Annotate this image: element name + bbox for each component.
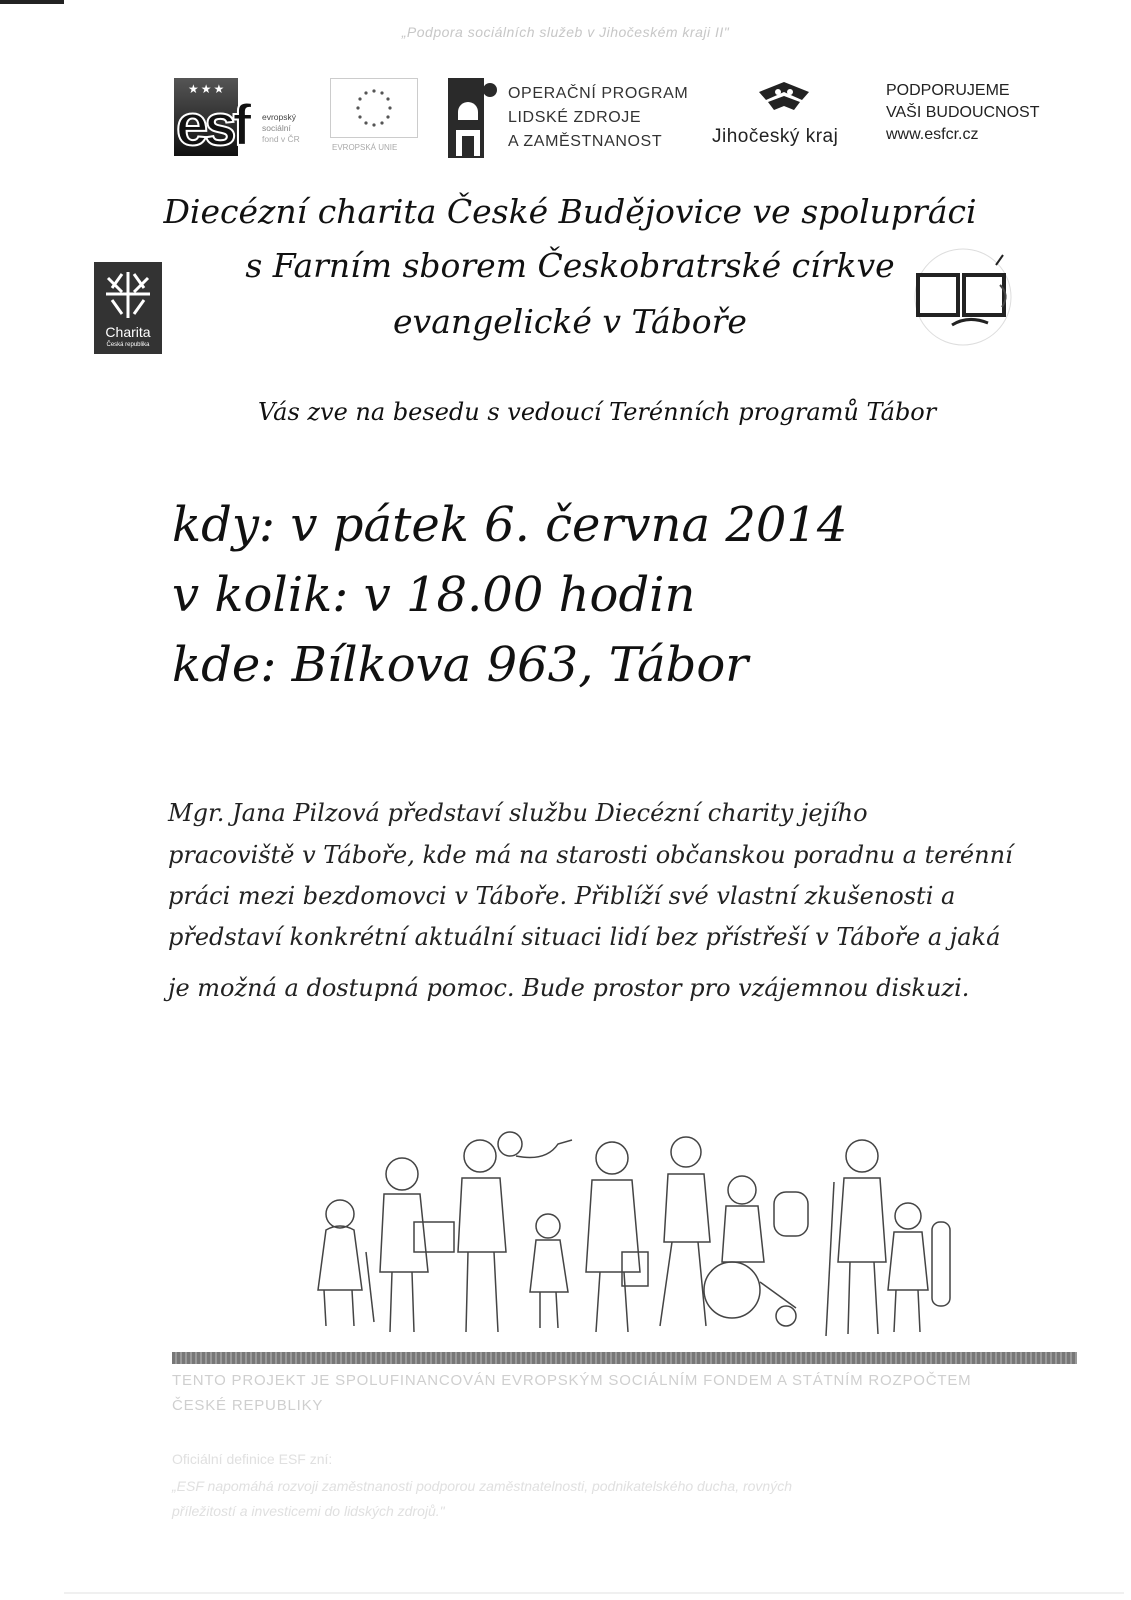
description-line-1: Mgr. Jana Pilzová představí službu Diecézní charity jejího [168, 799, 868, 827]
scan-edge-mark [0, 0, 64, 4]
detail-where: kde: Bílkova 963, Tábor [172, 637, 749, 693]
op-text-2: LIDSKÉ ZDROJE [508, 109, 642, 126]
detail-when: kdy: v pátek 6. června 2014 [172, 497, 848, 553]
invite-text: Vás zve na besedu s vedoucí Terénních programů Tábor [258, 398, 937, 426]
eu-logo [330, 78, 422, 160]
esf-text-3: fond v ČR [262, 134, 300, 144]
kraj-name: Jihočeský kraj [712, 126, 839, 147]
description-line-5: je možná a dostupná pomoc. Bude prostor pro vzájemnou diskuzi. [168, 974, 970, 1002]
esf-text-2: sociální [262, 123, 291, 133]
footer-definition-label: Oficiální definice ESF zní: [172, 1451, 333, 1467]
kraj-emblem-icon [754, 78, 814, 118]
footer-line-1: TENTO PROJEKT JE SPOLUFINANCOVÁN EVROPSKÝM SOCIÁLNÍM FONDEM A STÁTNÍM ROZPOČTEM [172, 1372, 972, 1389]
bottom-edge [64, 1592, 1124, 1594]
esf-logo [174, 78, 324, 160]
esf-text-1: evropský [262, 112, 297, 122]
description-line-4: představí konkrétní aktuální situaci lidí bez přístřeší v Táboře a jaká [168, 923, 1001, 951]
podporujeme-block [886, 80, 1086, 146]
footer-line-2: ČESKÉ REPUBLIKY [172, 1397, 324, 1414]
heading-line-1: Diecézní charita České Budějovice ve spolupráci [163, 192, 977, 231]
description-line-3: práci mezi bezdomovci v Táboře. Přiblíží své vlastní zkušenosti a [168, 882, 956, 910]
op-people-icon [448, 78, 500, 158]
people-group-icon [296, 1122, 956, 1342]
heading-line-3: evangelické v Táboře [393, 302, 747, 341]
podporujeme-url: www.esfcr.cz [886, 126, 979, 143]
footer-definition-2: příležitostí a investicemi do lidských zdrojů." [172, 1503, 445, 1519]
op-text-3: A ZAMĚSTNANOST [508, 133, 663, 150]
eu-flag [330, 78, 418, 138]
project-note: „Podpora sociálních služeb v Jihočeském kraji II" [401, 24, 730, 40]
podporujeme-line-2: VAŠI BUDOUCNOST [886, 104, 1040, 121]
eu-caption: EVROPSKÁ UNIE [332, 143, 398, 152]
esf-stars-icon: ★★★ [188, 82, 227, 96]
eu-stars-icon [331, 79, 417, 137]
description-line-2: pracoviště v Táboře, kde má na starosti občanskou poradnu a terénní [168, 841, 1013, 869]
heading-line-2: s Farním sborem Českobratrské církve [245, 246, 895, 285]
footer-divider [172, 1352, 1077, 1364]
podporujeme-line-1: PODPORUJEME [886, 82, 1010, 99]
op-logo [448, 78, 708, 160]
esf-mark: esf [176, 93, 248, 158]
charita-label: Charita [105, 324, 151, 340]
detail-time: v kolik: v 18.00 hodin [172, 567, 696, 623]
footer-definition-1: „ESF napomáhá rozvoji zaměstnanosti podporou zaměstnatelnosti, podnikatelského ducha, rovných [172, 1478, 792, 1494]
charita-sub: Česká republika [106, 342, 150, 348]
kraj-logo [710, 78, 870, 160]
op-text-1: OPERAČNÍ PROGRAM [508, 85, 689, 102]
people-illustration [296, 1122, 956, 1342]
charita-cross-icon [98, 266, 158, 324]
